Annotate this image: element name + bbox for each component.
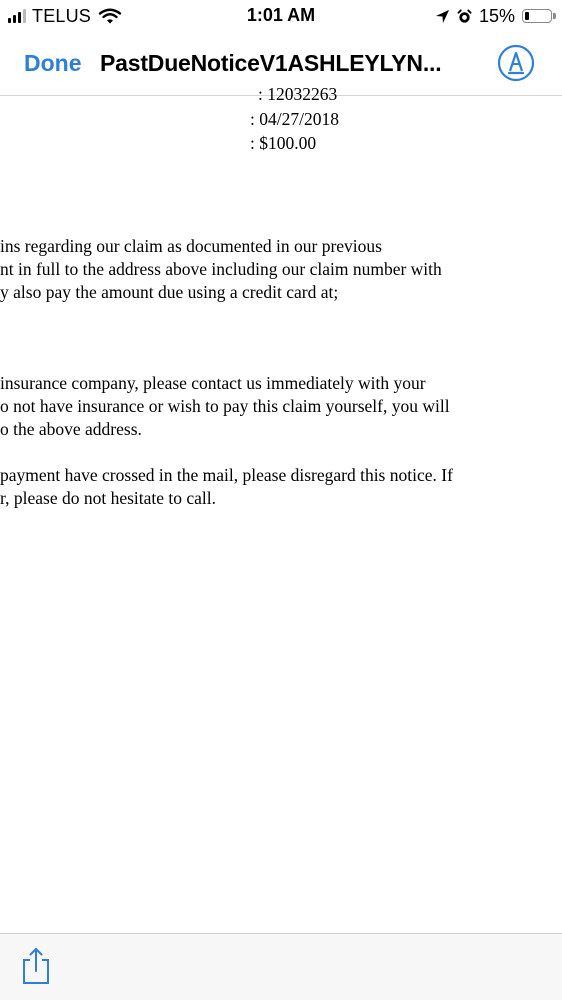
paragraph-line: ins regarding our claim as documented in our previous — [0, 236, 382, 256]
bottom-toolbar — [0, 933, 562, 1000]
battery-fill — [525, 12, 529, 20]
amount-line: : $100.00 — [250, 133, 317, 153]
status-bar — [0, 0, 562, 32]
document-title: PastDueNoticeV1ASHLEYLYN... — [100, 50, 442, 76]
done-button[interactable]: Done — [24, 50, 82, 76]
clock: 1:01 AM — [246, 5, 316, 25]
document-viewer[interactable] — [0, 84, 562, 933]
share-icon[interactable] — [20, 946, 52, 986]
paragraph-line: payment have crossed in the mail, please disregard this notice. If — [0, 465, 453, 485]
date-line: : 04/27/2018 — [250, 109, 339, 129]
paragraph-line: nt in full to the address above including our claim number with — [0, 259, 442, 279]
paragraph-line: o not have insurance or wish to pay this claim yourself, you will — [0, 396, 450, 416]
carrier-name: TELUS — [32, 5, 92, 26]
alarm-icon — [457, 9, 472, 24]
markup-pen-icon[interactable] — [497, 44, 535, 82]
paragraph-line: insurance company, please contact us immediately with your — [0, 373, 426, 393]
location-arrow-icon — [435, 9, 450, 24]
paragraph-line: r, please do not hesitate to call. — [0, 488, 217, 508]
status-right — [435, 5, 552, 27]
claim-number-line: : 12032263 — [258, 84, 338, 104]
battery-icon — [522, 9, 552, 23]
paragraph-line: y also pay the amount due using a credit card at; — [0, 282, 339, 302]
battery-percent: 15% — [478, 5, 515, 26]
paragraph-line: o the above address. — [0, 419, 142, 439]
